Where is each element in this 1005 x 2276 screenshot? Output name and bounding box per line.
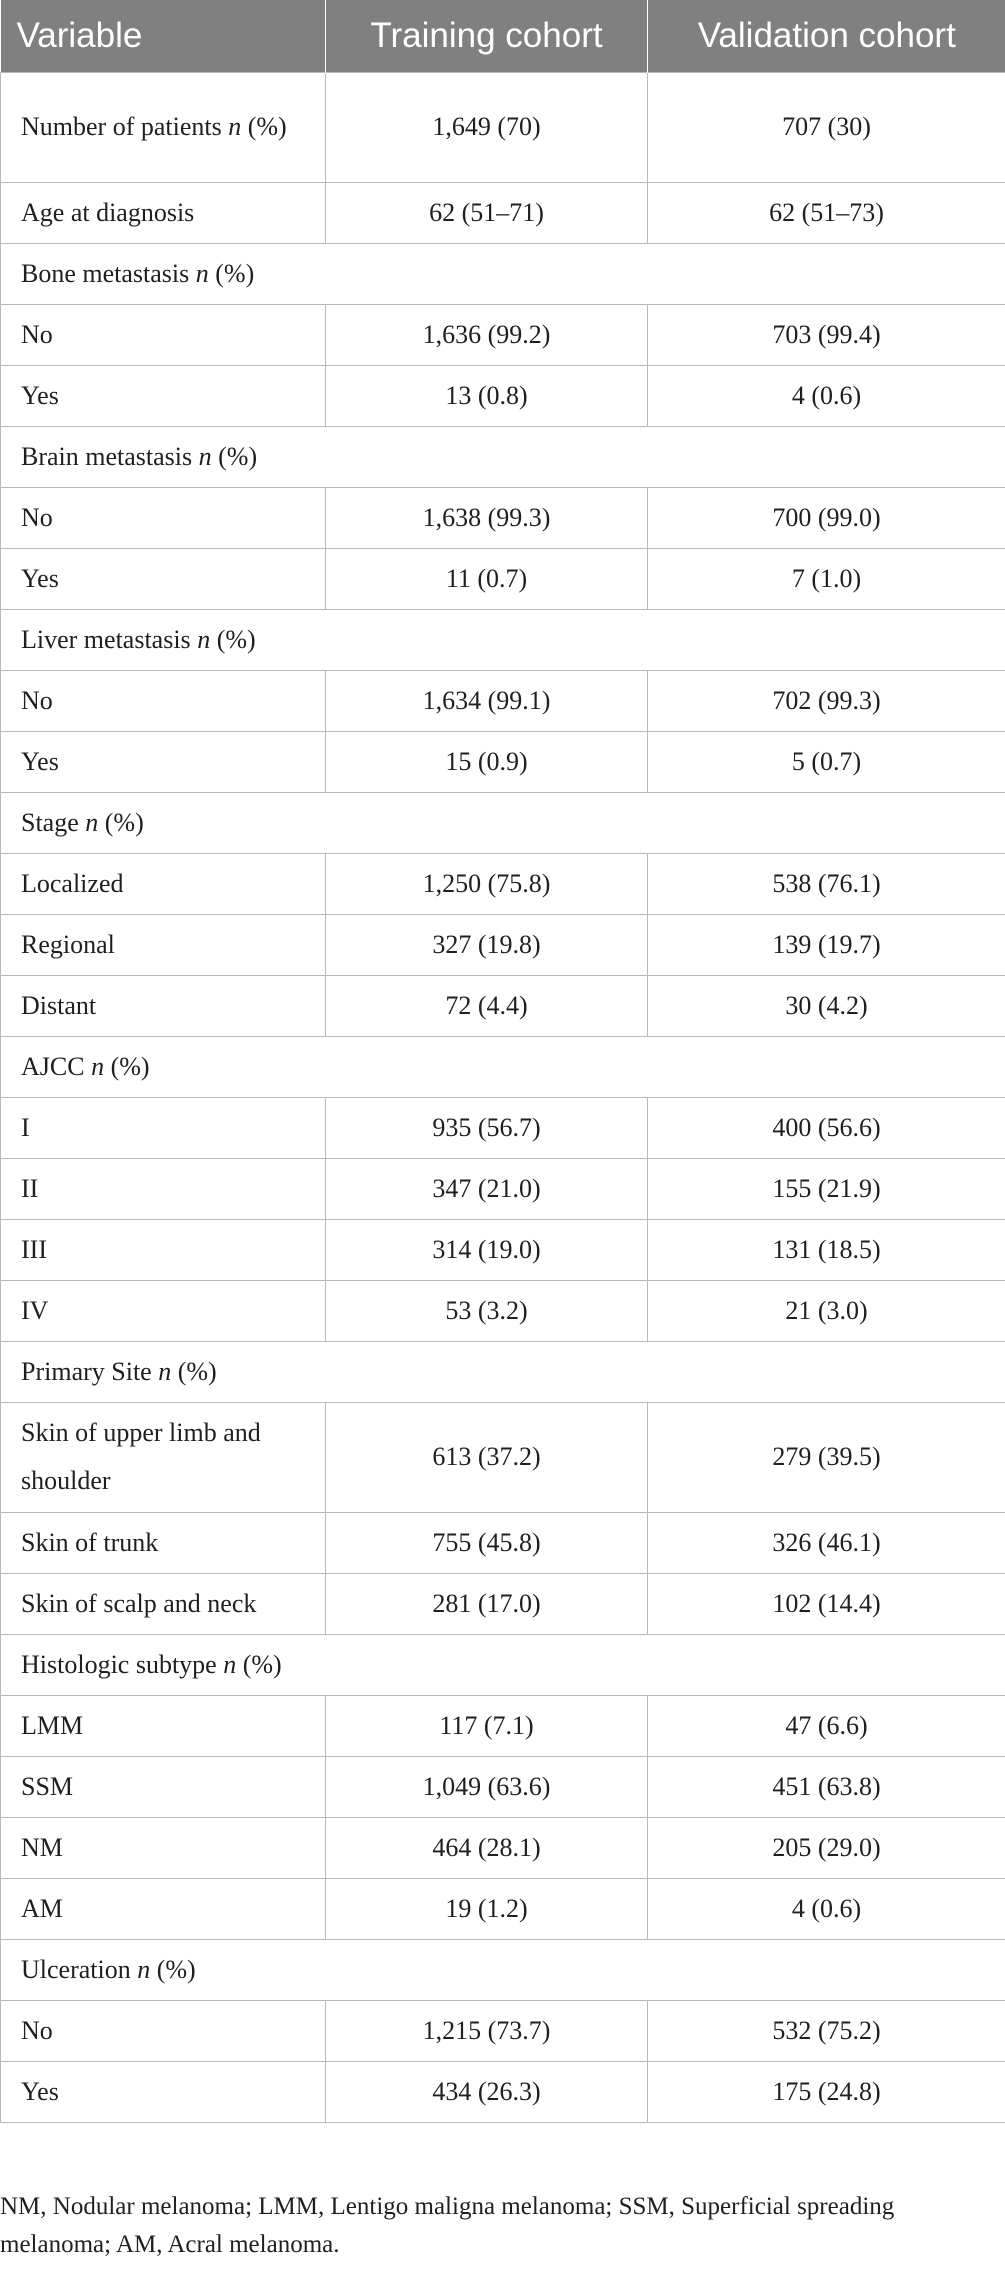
validation-value: 279 (39.5) <box>648 1402 1005 1512</box>
training-value: 755 (45.8) <box>326 1512 648 1573</box>
section-row <box>1 609 1005 670</box>
validation-value: 700 (99.0) <box>648 487 1005 548</box>
table-row <box>1 2061 1005 2122</box>
training-value: 11 (0.7) <box>326 548 648 609</box>
table-row <box>1 853 1005 914</box>
label-n-italic: n <box>137 1954 151 1984</box>
label-text: Skin of trunk <box>21 1527 159 1557</box>
table-row <box>1 731 1005 792</box>
label-text: Histologic subtype <box>21 1649 217 1679</box>
label-n-italic: n <box>228 112 242 141</box>
label-text: Localized <box>21 868 124 898</box>
section-label <box>1 1036 1005 1097</box>
validation-value: 7 (1.0) <box>648 548 1005 609</box>
training-value: 1,638 (99.3) <box>326 487 648 548</box>
table-body <box>1 72 1005 2122</box>
row-label <box>1 1219 326 1280</box>
section-row <box>1 426 1005 487</box>
validation-value: 21 (3.0) <box>648 1280 1005 1341</box>
validation-value: 702 (99.3) <box>648 670 1005 731</box>
label-text: Brain metastasis <box>21 441 193 471</box>
validation-value: 139 (19.7) <box>648 914 1005 975</box>
training-value: 13 (0.8) <box>326 365 648 426</box>
table-row <box>1 365 1005 426</box>
row-label <box>1 2061 326 2122</box>
label-text: Yes <box>21 563 59 593</box>
validation-value: 47 (6.6) <box>648 1695 1005 1756</box>
table-row <box>1 1573 1005 1634</box>
section-row <box>1 1939 1005 2000</box>
row-label <box>1 853 326 914</box>
training-value: 434 (26.3) <box>326 2061 648 2122</box>
label-suffix: (%) <box>247 112 287 141</box>
label-text: Yes <box>21 746 59 776</box>
label-text: Yes <box>21 2076 59 2106</box>
table-row <box>1 670 1005 731</box>
row-label <box>1 1280 326 1341</box>
section-label <box>1 792 1005 853</box>
header-variable: Variable <box>1 0 326 72</box>
label-suffix: (%) <box>218 441 258 471</box>
label-suffix: (%) <box>177 1356 217 1386</box>
header-training-cohort: Training cohort <box>326 0 648 72</box>
row-label <box>1 1573 326 1634</box>
row-label <box>1 1817 326 1878</box>
table-row <box>1 1512 1005 1573</box>
validation-value: 703 (99.4) <box>648 304 1005 365</box>
row-label <box>1 914 326 975</box>
table-row <box>1 1695 1005 1756</box>
validation-value: 4 (0.6) <box>648 1878 1005 1939</box>
label-text: AJCC <box>21 1051 85 1081</box>
training-value: 464 (28.1) <box>326 1817 648 1878</box>
label-text: No <box>21 502 53 532</box>
table-row <box>1 72 1005 182</box>
validation-value: 4 (0.6) <box>648 365 1005 426</box>
label-text: Age at diagnosis <box>21 197 195 227</box>
row-label <box>1 1695 326 1756</box>
label-suffix: (%) <box>242 1649 282 1679</box>
training-value: 935 (56.7) <box>326 1097 648 1158</box>
table-header <box>1 0 1005 72</box>
training-value: 15 (0.9) <box>326 731 648 792</box>
label-text: Skin of upper limb and shoulder <box>21 1418 261 1495</box>
section-label <box>1 426 1005 487</box>
section-row <box>1 1341 1005 1402</box>
table-row <box>1 2000 1005 2061</box>
section-label <box>1 1634 1005 1695</box>
row-label <box>1 548 326 609</box>
training-value: 281 (17.0) <box>326 1573 648 1634</box>
section-row <box>1 1036 1005 1097</box>
label-text: Distant <box>21 990 97 1020</box>
label-n-italic: n <box>91 1051 105 1081</box>
label-text: No <box>21 2015 53 2045</box>
validation-value: 102 (14.4) <box>648 1573 1005 1634</box>
table-row <box>1 1219 1005 1280</box>
training-value: 1,649 (70) <box>326 72 648 182</box>
training-value: 53 (3.2) <box>326 1280 648 1341</box>
validation-value: 326 (46.1) <box>648 1512 1005 1573</box>
label-text: Ulceration <box>21 1954 131 1984</box>
row-label <box>1 182 326 243</box>
label-text: Primary Site <box>21 1356 152 1386</box>
row-label <box>1 975 326 1036</box>
row-label <box>1 1097 326 1158</box>
label-text: No <box>21 319 53 349</box>
table-footnote: NM, Nodular melanoma; LMM, Lentigo maligna melanoma; SSM, Superficial spreading melanoma; AM, Acral melanoma. <box>0 2193 895 2258</box>
table-row <box>1 914 1005 975</box>
training-value: 117 (7.1) <box>326 1695 648 1756</box>
validation-value: 131 (18.5) <box>648 1219 1005 1280</box>
row-label <box>1 2000 326 2061</box>
label-n-italic: n <box>85 807 99 837</box>
row-label <box>1 72 326 182</box>
validation-value: 175 (24.8) <box>648 2061 1005 2122</box>
table-row <box>1 1402 1005 1512</box>
training-value: 314 (19.0) <box>326 1219 648 1280</box>
label-text: No <box>21 685 53 715</box>
label-text: IV <box>21 1295 49 1325</box>
row-label <box>1 365 326 426</box>
row-label <box>1 1756 326 1817</box>
label-text: AM <box>21 1893 63 1923</box>
table-row <box>1 1756 1005 1817</box>
label-text: Regional <box>21 929 115 959</box>
row-label <box>1 1878 326 1939</box>
section-label <box>1 1939 1005 2000</box>
row-label <box>1 1158 326 1219</box>
table-row <box>1 1097 1005 1158</box>
validation-value: 532 (75.2) <box>648 2000 1005 2061</box>
label-suffix: (%) <box>104 807 144 837</box>
training-value: 613 (37.2) <box>326 1402 648 1512</box>
row-label <box>1 304 326 365</box>
table-row <box>1 548 1005 609</box>
label-text: II <box>21 1173 39 1203</box>
label-text: NM <box>21 1832 63 1862</box>
table-row <box>1 1280 1005 1341</box>
label-text: Stage <box>21 807 79 837</box>
label-text: Number of patients <box>21 112 222 141</box>
validation-value: 30 (4.2) <box>648 975 1005 1036</box>
label-n-italic: n <box>223 1649 237 1679</box>
table-row <box>1 304 1005 365</box>
training-value: 72 (4.4) <box>326 975 648 1036</box>
label-text: III <box>21 1234 47 1264</box>
table-row <box>1 487 1005 548</box>
table-row <box>1 1817 1005 1878</box>
label-n-italic: n <box>197 624 211 654</box>
table-row <box>1 975 1005 1036</box>
validation-value: 62 (51–73) <box>648 182 1005 243</box>
row-label <box>1 487 326 548</box>
label-suffix: (%) <box>156 1954 196 1984</box>
label-text: LMM <box>21 1710 84 1740</box>
training-value: 347 (21.0) <box>326 1158 648 1219</box>
section-row <box>1 1634 1005 1695</box>
row-label <box>1 1512 326 1573</box>
label-text: SSM <box>21 1771 74 1801</box>
table-row <box>1 1158 1005 1219</box>
label-text: I <box>21 1112 30 1142</box>
label-n-italic: n <box>195 258 209 288</box>
label-n-italic: n <box>158 1356 172 1386</box>
validation-value: 5 (0.7) <box>648 731 1005 792</box>
validation-value: 538 (76.1) <box>648 853 1005 914</box>
section-row <box>1 243 1005 304</box>
label-suffix: (%) <box>216 624 256 654</box>
label-suffix: (%) <box>110 1051 150 1081</box>
table-row <box>1 1878 1005 1939</box>
training-value: 1,215 (73.7) <box>326 2000 648 2061</box>
label-text: Skin of scalp and neck <box>21 1588 257 1618</box>
section-label <box>1 1341 1005 1402</box>
validation-value: 155 (21.9) <box>648 1158 1005 1219</box>
training-value: 1,049 (63.6) <box>326 1756 648 1817</box>
table-row <box>1 182 1005 243</box>
row-label <box>1 670 326 731</box>
section-label <box>1 243 1005 304</box>
label-text: Yes <box>21 380 59 410</box>
training-value: 327 (19.8) <box>326 914 648 975</box>
label-text: Liver metastasis <box>21 624 191 654</box>
validation-value: 400 (56.6) <box>648 1097 1005 1158</box>
training-value: 1,636 (99.2) <box>326 304 648 365</box>
header-validation-cohort: Validation cohort <box>697 15 956 55</box>
validation-value: 205 (29.0) <box>648 1817 1005 1878</box>
row-label <box>1 1402 326 1512</box>
label-text: Bone metastasis <box>21 258 190 288</box>
validation-value: 707 (30) <box>648 72 1005 182</box>
training-value: 19 (1.2) <box>326 1878 648 1939</box>
training-value: 62 (51–71) <box>326 182 648 243</box>
validation-value: 451 (63.8) <box>648 1756 1005 1817</box>
row-label <box>1 731 326 792</box>
training-value: 1,634 (99.1) <box>326 670 648 731</box>
section-label <box>1 609 1005 670</box>
training-value: 1,250 (75.8) <box>326 853 648 914</box>
section-row <box>1 792 1005 853</box>
label-suffix: (%) <box>215 258 255 288</box>
label-n-italic: n <box>198 441 212 471</box>
